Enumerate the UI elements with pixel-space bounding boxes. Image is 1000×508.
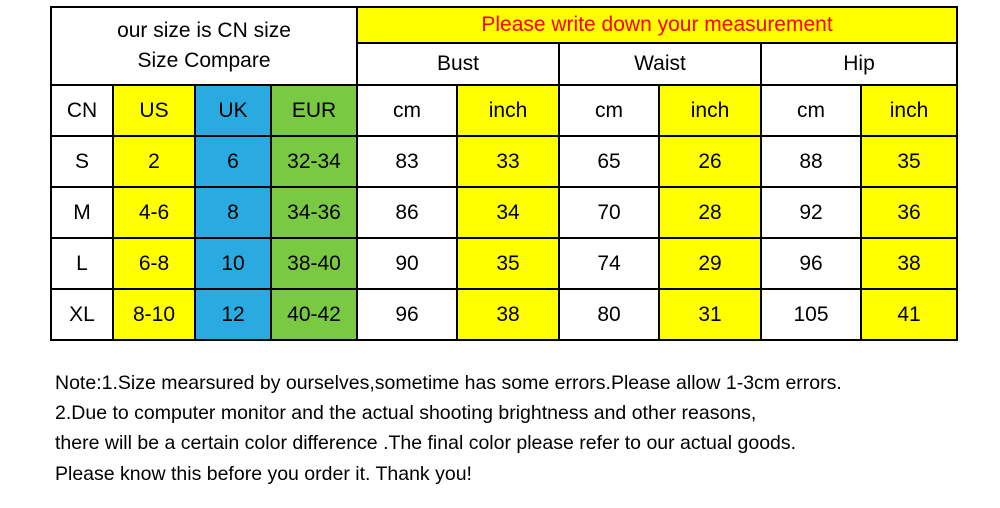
measurement-title: Please write down your measurement bbox=[357, 7, 957, 43]
table-unit-row bbox=[51, 85, 957, 136]
col-header-eur: EUR bbox=[271, 85, 357, 136]
notes-block bbox=[55, 368, 955, 489]
cell-uk: 8 bbox=[195, 187, 271, 238]
cell-hip-cm: 105 bbox=[761, 289, 861, 340]
cell-waist-inch: 29 bbox=[659, 238, 761, 289]
caption-line-1: our size is CN size bbox=[117, 18, 291, 42]
size-chart bbox=[50, 6, 956, 341]
cell-bust-cm: 83 bbox=[357, 136, 457, 187]
cell-hip-inch: 36 bbox=[861, 187, 957, 238]
cell-waist-cm: 74 bbox=[559, 238, 659, 289]
col-header-uk: UK bbox=[195, 85, 271, 136]
cell-bust-inch: 38 bbox=[457, 289, 559, 340]
col-header-hip-cm: cm bbox=[761, 85, 861, 136]
cell-waist-inch: 26 bbox=[659, 136, 761, 187]
cell-hip-cm: 88 bbox=[761, 136, 861, 187]
cell-hip-inch: 41 bbox=[861, 289, 957, 340]
table-row bbox=[51, 136, 957, 187]
col-header-waist-inch: inch bbox=[659, 85, 761, 136]
cell-us: 2 bbox=[113, 136, 195, 187]
cell-uk: 6 bbox=[195, 136, 271, 187]
cell-bust-cm: 86 bbox=[357, 187, 457, 238]
table-header-row-title bbox=[51, 7, 957, 43]
cell-eur: 32-34 bbox=[271, 136, 357, 187]
note-line-2: 2.Due to computer monitor and the actual shooting brightness and other reasons, bbox=[55, 402, 757, 425]
note-line-1: Note:1.Size mearsured by ourselves,sometime has some errors.Please allow 1-3cm errors. bbox=[55, 372, 842, 394]
col-header-waist-cm: cm bbox=[559, 85, 659, 136]
cell-uk: 10 bbox=[195, 238, 271, 289]
cell-us: 8-10 bbox=[113, 289, 195, 340]
cell-eur: 40-42 bbox=[271, 289, 357, 340]
cell-waist-cm: 80 bbox=[559, 289, 659, 340]
cell-cn: L bbox=[51, 238, 113, 289]
cell-cn: S bbox=[51, 136, 113, 187]
note-line-3: there will be a certain color difference .The final color please refer to our actual goods. bbox=[55, 432, 797, 455]
cell-hip-cm: 92 bbox=[761, 187, 861, 238]
size-compare-caption bbox=[51, 7, 357, 85]
cell-hip-cm: 96 bbox=[761, 238, 861, 289]
cell-us: 6-8 bbox=[113, 238, 195, 289]
cell-waist-cm: 65 bbox=[559, 136, 659, 187]
part-bust: Bust bbox=[357, 43, 559, 85]
cell-uk: 12 bbox=[195, 289, 271, 340]
table-row bbox=[51, 187, 957, 238]
note-line-4: Please know this before you order it. Thank you! bbox=[55, 462, 472, 485]
col-header-hip-inch: inch bbox=[861, 85, 957, 136]
cell-cn: M bbox=[51, 187, 113, 238]
cell-bust-inch: 34 bbox=[457, 187, 559, 238]
cell-bust-inch: 35 bbox=[457, 238, 559, 289]
cell-bust-cm: 90 bbox=[357, 238, 457, 289]
col-header-us: US bbox=[113, 85, 195, 136]
cell-hip-inch: 35 bbox=[861, 136, 957, 187]
part-hip: Hip bbox=[761, 43, 957, 85]
cell-eur: 34-36 bbox=[271, 187, 357, 238]
col-header-bust-cm: cm bbox=[357, 85, 457, 136]
table-row bbox=[51, 289, 957, 340]
cell-waist-inch: 31 bbox=[659, 289, 761, 340]
cell-waist-cm: 70 bbox=[559, 187, 659, 238]
cell-bust-cm: 96 bbox=[357, 289, 457, 340]
size-compare-table bbox=[50, 6, 958, 341]
col-header-cn: CN bbox=[51, 85, 113, 136]
table-row bbox=[51, 238, 957, 289]
cell-eur: 38-40 bbox=[271, 238, 357, 289]
cell-hip-inch: 38 bbox=[861, 238, 957, 289]
cell-us: 4-6 bbox=[113, 187, 195, 238]
cell-cn: XL bbox=[51, 289, 113, 340]
col-header-bust-inch: inch bbox=[457, 85, 559, 136]
cell-waist-inch: 28 bbox=[659, 187, 761, 238]
part-waist: Waist bbox=[559, 43, 761, 85]
cell-bust-inch: 33 bbox=[457, 136, 559, 187]
caption-line-2: Size Compare bbox=[137, 49, 271, 72]
